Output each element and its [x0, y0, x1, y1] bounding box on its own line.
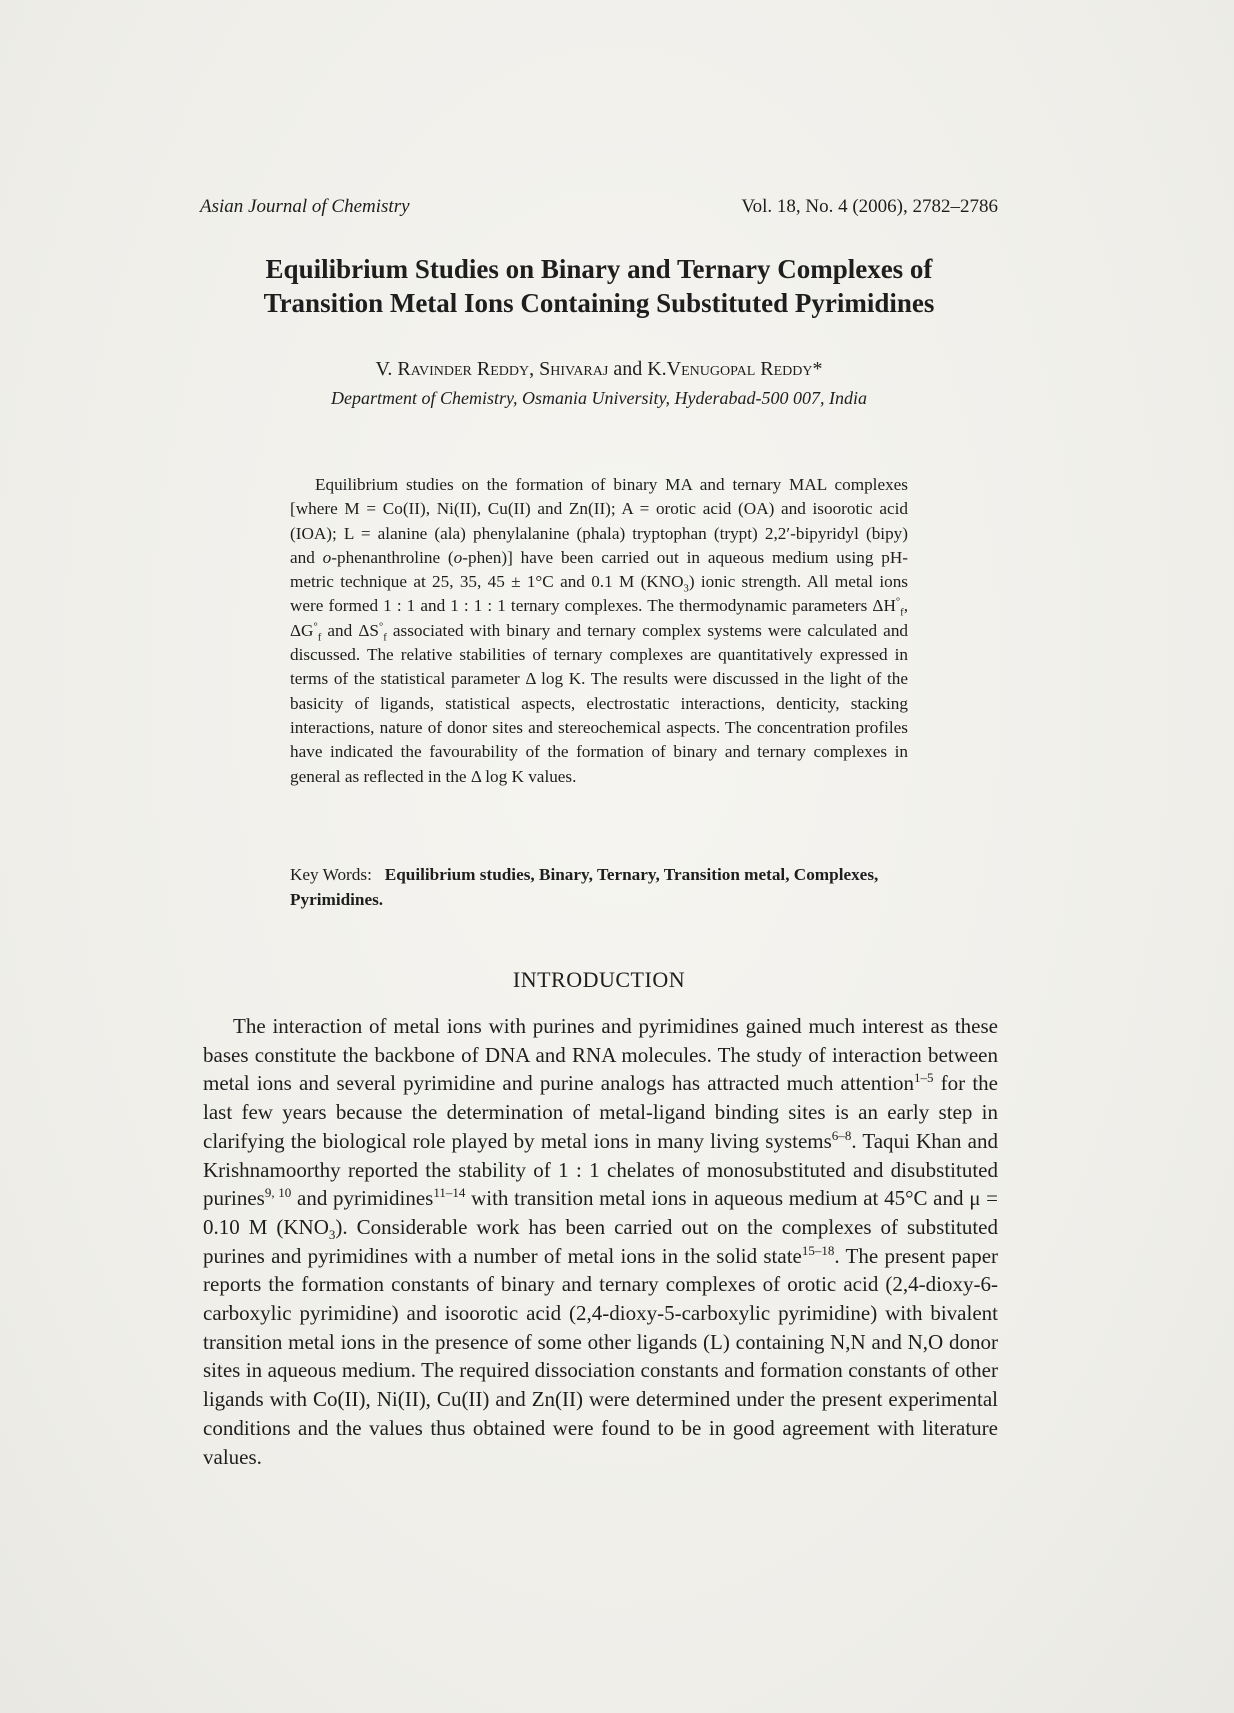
ref-3: 9, 10	[264, 1185, 292, 1201]
section-heading-introduction: INTRODUCTION	[512, 967, 686, 992]
author-conjunction: and	[613, 358, 643, 380]
intro-text-6: ). Considerable work has been carried out on the complexes of substituted purines and pyrimidines with a number of metal ions in the solid state	[203, 1214, 998, 1268]
intro-subscript-3: 3	[328, 1227, 336, 1243]
intro-text-7: . The present paper reports the formation constants of binary and ternary complexes of orotic acid (2,4-dioxy-6-carboxylic pyrimidine) and isoorotic acid (2,4-dioxy-5-carboxylic pyrimidine) with bivalent transition metal ions in the presence of some other ligands (L) containing N,N and N,O donor sites in aqueous medium. The required dissociation constants and formation constants of other ligands with Co(II), Ni(II), Cu(II) and Zn(II) were determined under the present experimental conditions and the values thus obtained were found to be in good agreement with literature values.	[203, 1243, 999, 1469]
keywords-text: Equilibrium studies, Binary, Ternary, Transition metal, Complexes, Pyrimidines.	[290, 865, 879, 909]
abstract-text-2: -phenanthroline (	[331, 547, 454, 567]
abstract-text-1: Equilibrium studies on the formation of binary MA and ternary MAL complexes [where M = Co(II), Ni(II), Cu(II) and Zn(II); A = orotic acid (OA) and isoorotic acid (IOA); L = alanine (ala) phenylalanine (phala) tryptophan (trypt) 2,2′-bipyridyl (bipy) and	[290, 475, 908, 567]
abstract-text-4: ) ionic strength. All metal ions were formed 1 : 1 and 1 : 1 : 1 ternary complexes. The thermodynamic parameters ΔH	[290, 572, 908, 616]
keywords	[290, 862, 908, 912]
author-group-2: K.Venugopal Reddy*	[647, 358, 823, 380]
abstract-subscript-3: 3	[683, 583, 689, 595]
abstract-text-5: , ΔG	[290, 596, 908, 640]
paper-title	[200, 252, 998, 320]
subscript-f-1: f	[900, 607, 904, 619]
title-line-1: Equilibrium Studies on Binary and Ternary Complexes of	[265, 254, 933, 284]
intro-text-5: with transition metal ions in aqueous medium at 45°C and μ = 0.10 M (KNO	[203, 1186, 998, 1239]
volume-info: Vol. 18, No. 4 (2006), 2782–2786	[741, 196, 998, 217]
ref-2: 6–8	[831, 1127, 852, 1143]
running-header	[200, 196, 998, 224]
abstract-text-7: associated with binary and ternary complex systems were calculated and discussed. The relative stabilities of ternary complexes are quantitatively expressed in terms of the statistical parameter Δ log K. The results were discussed in the light of the basicity of ligands, statistical aspects, electrostatic interactions, denticity, stacking interactions, nature of donor sites and stereochemical aspects. The concentration profiles have indicated the favourability of the formation of binary and ternary complexes in general as reflected in the Δ log K values.	[290, 620, 909, 786]
subscript-f-2: f	[317, 632, 322, 644]
abstract-text-3: -phen)] have been carried out in aqueous medium using pH-metric technique at 25, 35, 45 ± 1°C and 0.1 M (KNO	[290, 547, 908, 592]
abstract	[290, 473, 908, 789]
abstract-text-6: and ΔS	[321, 620, 379, 640]
keywords-label: Key Words:	[290, 865, 372, 884]
authors	[200, 358, 998, 381]
abstract-ortho-2: o	[453, 547, 463, 567]
author-group-1: V. Ravinder Reddy, Shivaraj	[375, 358, 609, 380]
affiliation: Department of Chemistry, Osmania University, Hyderabad-500 007, India	[331, 388, 867, 408]
journal-name: Asian Journal of Chemistry	[200, 196, 410, 217]
intro-text-2: for the last few years because the determination of metal-ligand binding sites is an early step in clarifying the biological role played by metal ions in many living systems	[203, 1071, 998, 1153]
degree-1: °	[895, 596, 901, 608]
ref-1: 1–5	[913, 1070, 934, 1086]
intro-text-3: . Taqui Khan and Krishnamoorthy reported the stability of 1 : 1 chelates of monosubstituted and disubstituted purines	[203, 1128, 998, 1211]
intro-text-4: and pyrimidines	[291, 1186, 434, 1211]
intro-text-1: The interaction of metal ions with purines and pyrimidines gained much interest as these bases constitute the backbone of DNA and RNA molecules. The study of interaction between metal ions and several pyrimidine and purine analogs has attracted much attention	[203, 1014, 998, 1096]
ref-4: 11–14	[433, 1185, 466, 1201]
degree-3: °	[378, 621, 384, 633]
abstract-ortho-1: o	[322, 547, 332, 567]
introduction-paragraph	[203, 1012, 998, 1471]
title-line-2: Transition Metal Ions Containing Substituted Pyrimidines	[263, 288, 935, 318]
degree-2: °	[313, 621, 318, 633]
subscript-f-3: f	[383, 632, 387, 644]
ref-5: 15–18	[801, 1242, 835, 1258]
